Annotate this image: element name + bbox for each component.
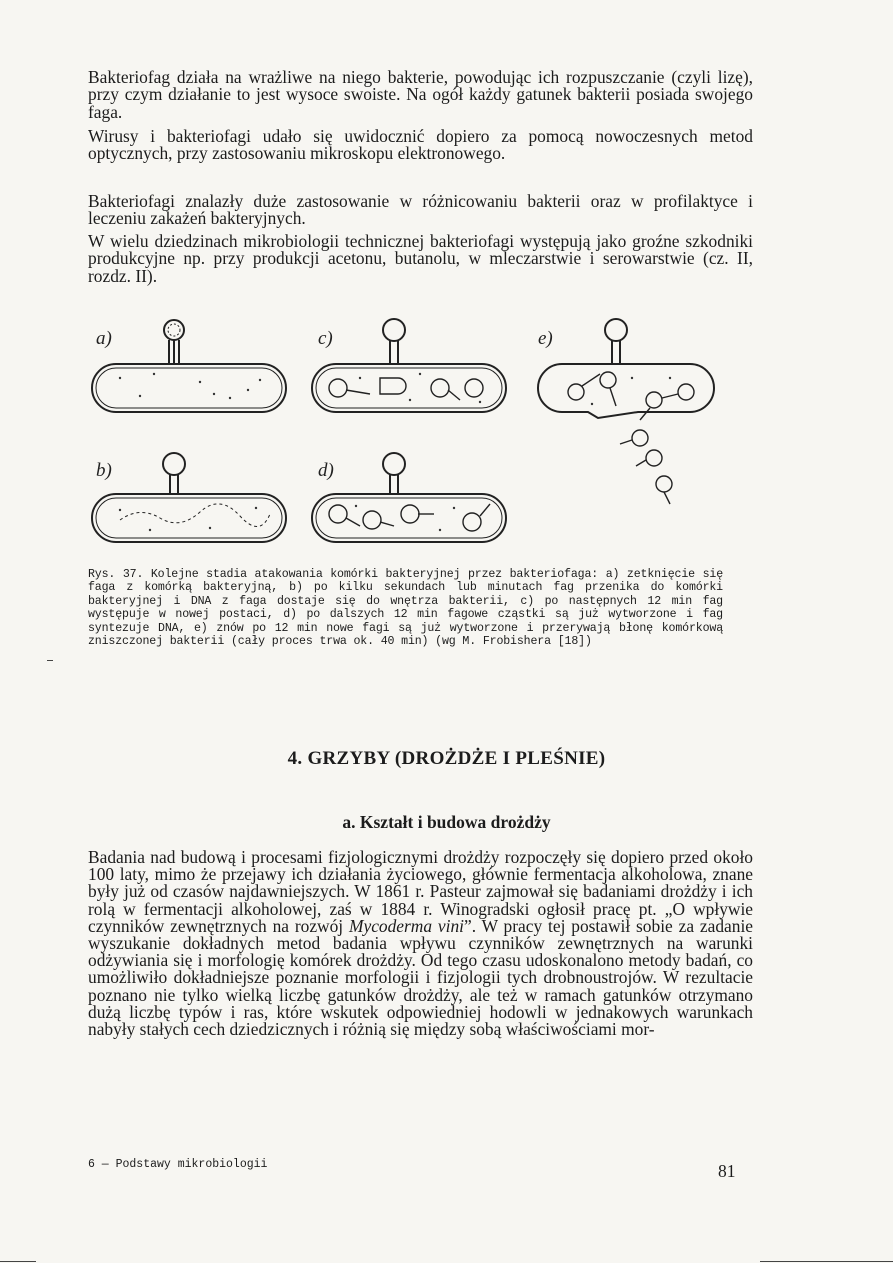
margin-mark: [47, 660, 53, 661]
paragraph-yeast-research: [88, 849, 753, 1038]
bacterial-cell-a: [92, 364, 286, 412]
paragraph-yeast-text-1: Badania nad budową i procesami fizjologicznymi drożdży rozpoczęły się dopiero przed około 100 laty, mimo że przejawy ich działania życiowego, głównie fermentacja alkoholowa, znane były już od czasów najdawniejszych. W 1861 r. Pasteur zajmował się badaniami drożdży i ich rolą w fermentacji alkoholowej, zaś w 1884 r. Winogradski ogłosił pracę pt. „O wpływie czynników zewnętrznych na rozwój: [88, 847, 753, 936]
phage-infection-figure: [80, 308, 730, 558]
bacterial-cell-e: [538, 364, 714, 418]
phage-head-c: [383, 319, 405, 341]
paragraph-yeast-text-2: ”. W pracy tej postawił sobie za zadanie wyszukanie dokładnych metod badania wpływu czynników zewnętrznych na warunki odżywiania się i morfologię komórek drożdży. Od tego czasu udoskonalono metody badań, co umożliwiło dokładniejsze poznanie morfologii i fizjologii tych drobnoustrojów. W rezultacie poznano nie tylko wielką liczbę gatunków drożdży, ale też w ramach gatunków otrzymano dużą liczbę typów i ras, które wskutek odpowiedniej hodowli w jednakowych warunkach nabyły stałych cech dziedzicznych i różnią się między sobą właściwościami mor-: [88, 915, 753, 1040]
figure-label-a: a): [96, 328, 112, 349]
figure-caption: Rys. 37. Kolejne stadia atakowania komórki bakteryjnej przez bakteriofaga: a) zetknięcie się faga z komórką bakteryjną, b) po kilku sekundach lub minutach fag przenika do komórki bakteryjnej i DNA z faga dostaje się do wnętrza bakterii, c) po następnych 12 min fag występuje w nowej postaci, d) po dalszych 12 min fagowe cząstki są już wytworzone i fag syntezuje DNA, e) znów po 12 min nowe fagi są już wytworzone i przerywają błonę komórkową zniszczonej bakterii (cały proces trwa ok. 40 min) (wg M. Frobishera [18]): [88, 568, 723, 649]
paragraph-visualization: Wirusy i bakteriofagi udało się uwidocznić dopiero za pomocą nowoczesnych metod optycznych, przy zastosowaniu mikroskopu elektronowego.: [88, 126, 753, 164]
section-heading: a. Kształt i budowa drożdży: [342, 812, 551, 832]
paragraph-bacteriophage-action: Bakteriofag działa na wrażliwe na niego bakterie, powodując ich rozpuszczanie (czyli lizę), przy czym działanie to jest wysoce swoiste. Na ogół każdy gatunek bakterii posiada swojego faga.: [88, 67, 753, 122]
bacterial-cell-c: [312, 364, 506, 412]
paragraph-applications: Bakteriofagi znalazły duże zastosowanie w różnicowaniu bakterii oraz w profilaktyce i leczeniu zakażeń bakteryjnych.: [88, 191, 753, 229]
bottom-edge-mark-right: [760, 1261, 893, 1262]
figure-label-b: b): [96, 460, 112, 481]
chapter-heading: 4. GRZYBY (DROŻDŻE I PLEŚNIE): [287, 748, 606, 769]
bottom-edge-mark-left: [0, 1261, 36, 1262]
phage-head-a: [164, 320, 184, 340]
figure-label-e: e): [538, 328, 553, 349]
paragraph-industrial-pests: W wielu dziedzinach mikrobiologii technicznej bakteriofagi występują jako groźne szkodniki produkcyjne np. przy produkcji acetonu, butanolu, w mleczarstwie i serowarstwie (cz. II, rozdz. II).: [88, 231, 753, 286]
bacterial-cell-d: [312, 494, 506, 542]
phage-head-d: [383, 453, 405, 475]
phage-head-e: [605, 319, 627, 341]
species-name: Mycoderma vini: [348, 915, 464, 936]
page-number: 81: [718, 1161, 736, 1181]
figure-label-c: c): [318, 328, 333, 349]
figure-label-d: d): [318, 460, 334, 481]
bacterial-cell-b: [92, 494, 286, 542]
phage-head-b: [163, 453, 185, 475]
footer-book-title: 6 — Podstawy mikrobiologii: [88, 1158, 268, 1171]
